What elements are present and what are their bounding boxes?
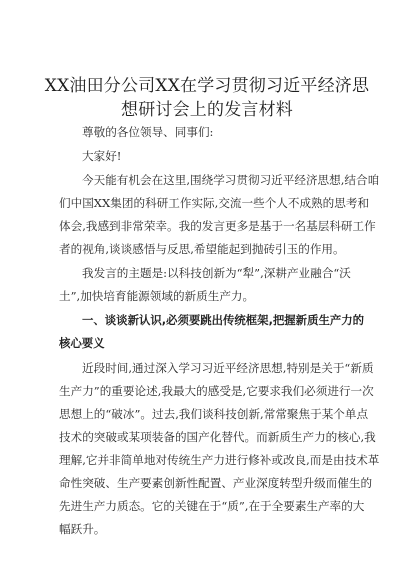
paragraph-3-line-5: 理解,它并非简单地对传统生产力进行修补或改良,而是由技术革 [59, 453, 380, 467]
paragraph-1-line-4: 者的视角,谈谈感悟与反思,希望能起到抛砖引玉的作用。 [59, 242, 345, 256]
paragraph-3-line-6: 命性突破、生产要素创新性配置、产业深度转型升级而催生的 [59, 476, 373, 490]
paragraph-3-line-2: 生产力”的重要论述,我最大的感受是,它要求我们必须进行一次 [59, 384, 374, 398]
paragraph-1-line-1: 今天能有机会在这里,围绕学习贯彻习近平经济思想,结合咱 [82, 173, 380, 187]
paragraph-2-line-1: 我发言的主题是:以科技创新为“犁”,深耕产业融合“沃 [82, 266, 351, 280]
paragraph-3-line-3: 思想上的“破冰”。过去,我们谈科技创新,常常聚焦于某个单点 [59, 407, 369, 421]
section-heading-1-line-1: 一、谈谈新认识,必须要跳出传统框架,把握新质生产力的 [82, 313, 365, 327]
paragraph-1-line-2: 们中国XX集团的科研工作实际,交流一些个人不成熟的思考和 [59, 196, 370, 210]
paragraph-3-line-7: 先进生产力质态。它的关键在于“质”,在于全要素生产率的大 [59, 499, 365, 513]
salutation: 尊敬的各位领导、同事们: [82, 125, 214, 139]
paragraph-3-line-8: 幅跃升。 [59, 522, 106, 536]
greeting: 大家好! [82, 149, 122, 163]
section-heading-1-line-2: 核心要义 [59, 336, 105, 350]
paragraph-1-line-3: 体会,我感到非常荣幸。我的发言更多是基于一名基层科研工作 [59, 219, 376, 233]
paragraph-2-line-2: 土”,加快培育能源领域的新质生产力。 [59, 289, 255, 303]
document-title-line-1: XX油田分公司XX在学习贯彻习近平经济思 [44, 76, 370, 96]
paragraph-3-line-4: 技术的突破或某项装备的国产化替代。而新质生产力的核心,我 [59, 430, 376, 444]
document-title-line-2: 想研讨会上的发言材料 [121, 100, 293, 120]
paragraph-3-line-1: 近段时间,通过深入学习习近平经济思想,特别是关于“新质 [82, 361, 374, 375]
